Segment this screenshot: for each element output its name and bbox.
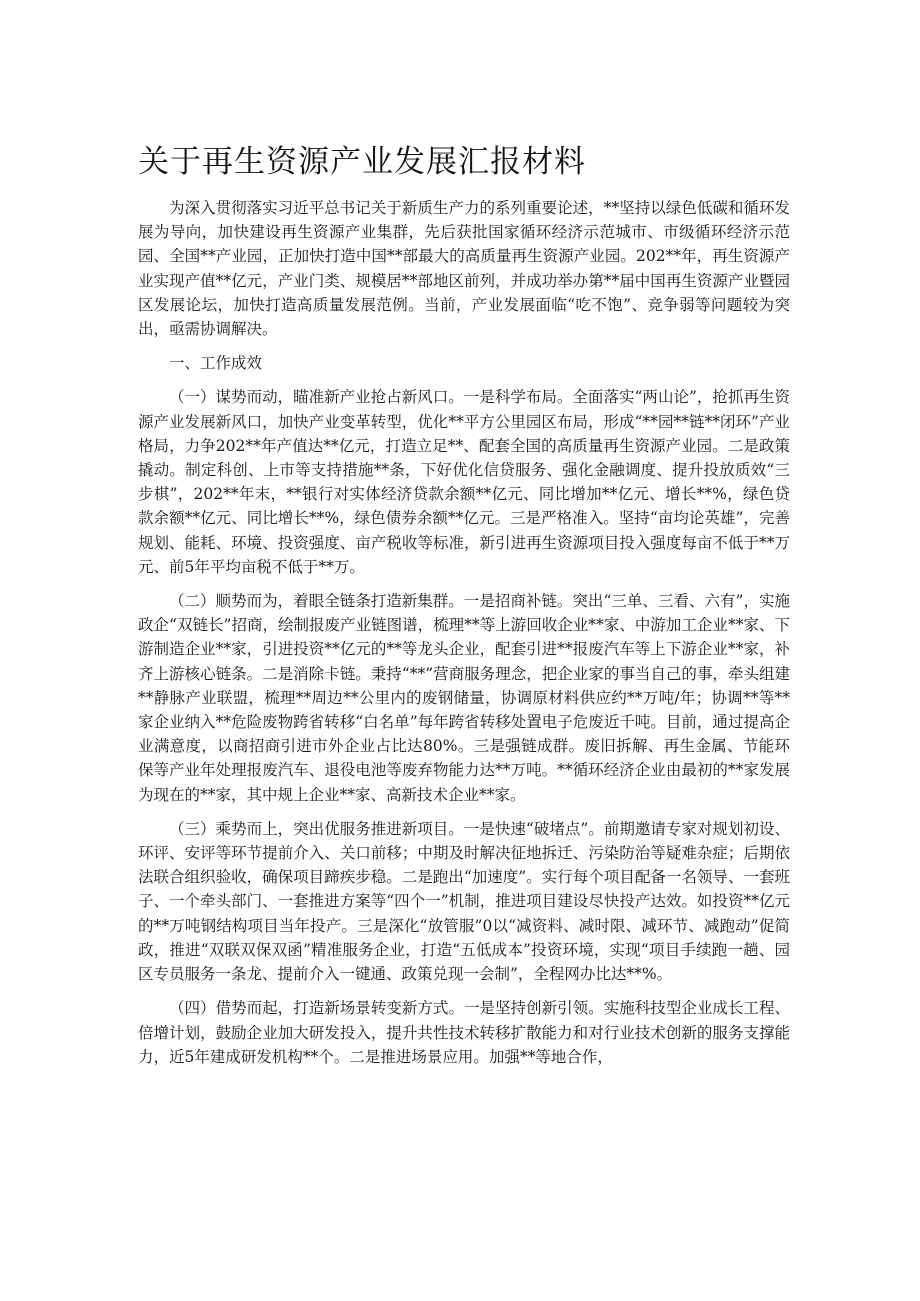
paragraph-section-3: （三）乘势而上，突出优服务推进新项目。一是快速“破堵点”。前期邀请专家对规划初设、环评、安评等环节提前介入、关口前移；中期及时解决征地拆迁、污染防治等疑难杂症；后期依法联合组织验收，确保项目蹄疾步稳。二是跑出“加速度”。实行每个项目配备一名领导、一套班子、一个牵头部门、一套推进方案等“四个一”机制，推进项目建设尽快投产达效。如投资**亿元的**万吨钢结构项目当年投产。三是深化“放管服”0以“减资料、减时限、减环节、减跑动”促简政，推进“双联双保双函”精准服务企业，打造“五低成本”投资环境，实现“项目手续跑一趟、园区专员服务一条龙、提前介入一键通、政策兑现一会制”，全程网办比达**%。 — [138, 819, 790, 984]
paragraph-section-1: （一）谋势而动，瞄准新产业抢占新风口。一是科学布局。全面落实“两山论”，抢抓再生资源产业发展新风口，加快产业变革转型，优化**平方公里园区布局，形成“**园**链**闭环”产业格局，力争202**年产值达**亿元，打造立足**、配套全国的高质量再生资源产业园。二是政策撬动。制定科创、上市等支持措施**条，下好优化信贷服务、强化金融调度、提升投放质效“三步棋”，202**年末，**银行对实体经济贷款余额**亿元、同比增加**亿元、增长**%，绿色贷款余额**亿元、同比增长**%，绿色债券余额**亿元。三是严格准入。坚持“亩均论英雄”，完善规划、能耗、环境、投资强度、亩产税收等标准，新引进再生资源项目投入强度每亩不低于**万元、前5年平均亩税不低于**万。 — [138, 388, 790, 576]
paragraph-section-2: （二）顺势而为，着眼全链条打造新集群。一是招商补链。突出“三单、三看、六有”，实施政企“双链长”招商，绘制报废产业链图谱，梳理**等上游回收企业**家、中游加工企业**家、下游制造企业**家，引进投资**亿元的**等龙头企业，配套引进**报废汽车等上下游企业**家，补齐上游核心链条。二是消除卡链。秉持“**”营商服务理念，把企业家的事当自己的事，牵头组建**静脉产业联盟，梳理**周边**公里内的废钢储量，协调原材料供应约**万吨/年；协调**等**家企业纳入**危险废物跨省转移“白名单”每年跨省转移处置电子危废近千吨。目前，通过提高企业满意度，以商招商引进市外企业占比达80%。三是强链成群。废旧拆解、再生金属、节能环保等产业年处理报废汽车、退役电池等废弃物能力达**万吨。**循环经济企业由最初的**家发展为现在的**家，其中规上企业**家、高新技术企业**家。 — [138, 592, 790, 804]
section-heading-achievements: 一、工作成效 — [169, 354, 263, 373]
document-title: 关于再生资源产业发展汇报材料 — [138, 144, 586, 180]
intro-paragraph: 为深入贯彻落实习近平总书记关于新质生产力的系列重要论述，**坚持以绿色低碳和循环发展为导向，加快建设再生资源产业集群，先后获批国家循环经济示范城市、市级循环经济示范园、全国**产业园，正加快打造中国**部最大的高质量再生资源产业园。202**年，再生资源产业实现产值**亿元，产业门类、规模居**部地区前列，并成功举办第**届中国再生资源产业暨园区发展论坛，加快打造高质量发展范例。当前，产业发展面临“吃不饱”、竞争弱等问题较为突出，亟需协调解决。 — [138, 199, 790, 339]
paragraph-section-4: （四）借势而起，打造新场景转变新方式。一是坚持创新引领。实施科技型企业成长工程、倍增计划，鼓励企业加大研发投入，提升共性技术转移扩散能力和对行业技术创新的服务支撑能力，近5年建成研发机构**个。二是推进场景应用。加强**等地合作， — [138, 999, 790, 1066]
document-body — [138, 196, 790, 1079]
